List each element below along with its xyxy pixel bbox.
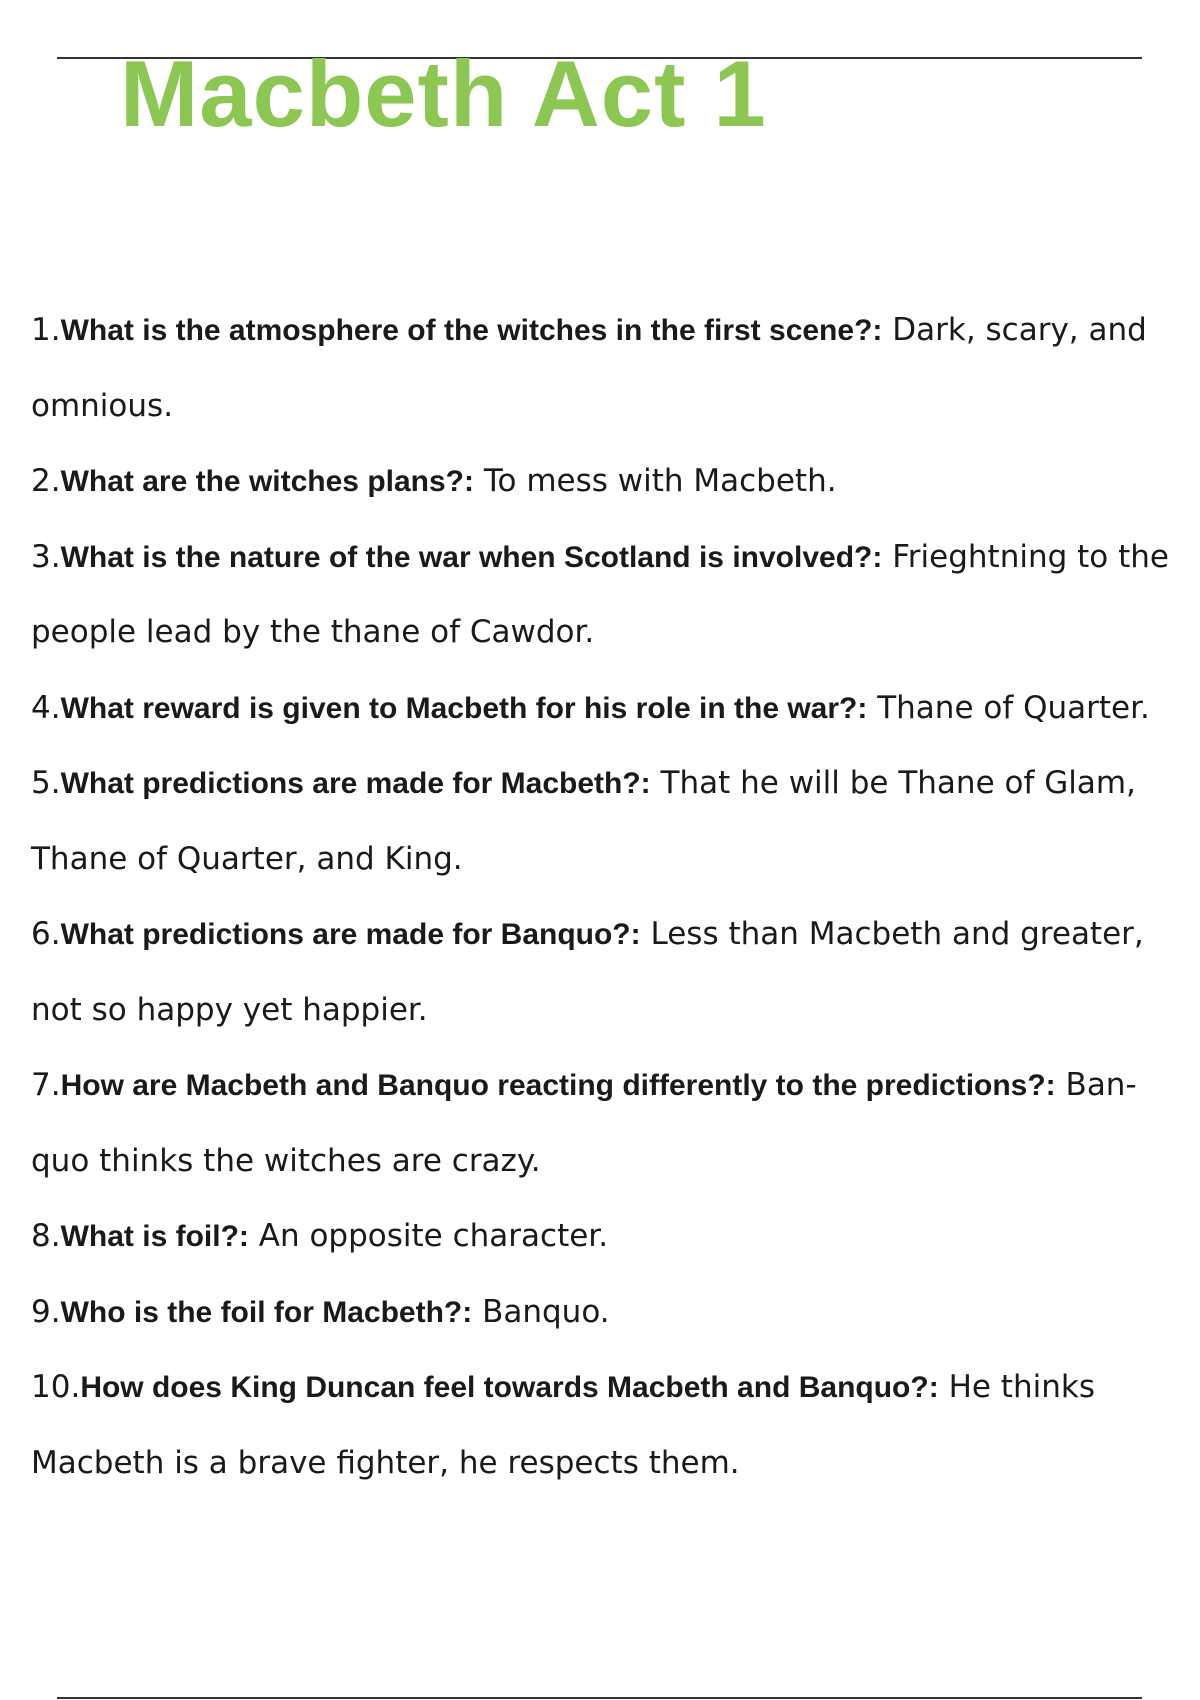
item-number: 8.	[31, 1218, 61, 1254]
list-item	[31, 1350, 1191, 1501]
item-question: What is the atmosphere of the witches in the first scene?:	[60, 314, 883, 347]
item-question: How are Macbeth and Banquo reacting differently to the predictions?:	[60, 1069, 1056, 1102]
item-number: 6.	[31, 916, 61, 952]
list-item	[31, 1275, 1191, 1351]
item-answer: An opposite character.	[258, 1218, 609, 1254]
list-item	[31, 671, 1191, 747]
item-question: How does King Duncan feel towards Macbeth and Banquo?:	[80, 1371, 939, 1404]
item-answer: Ban- quo thinks the witches are crazy.	[31, 1067, 1137, 1179]
item-question: What are the witches plans?:	[60, 465, 474, 498]
list-item	[31, 746, 1191, 897]
item-question: What is foil?:	[60, 1220, 249, 1253]
item-answer: Dark, scary, and omnious.	[31, 312, 1147, 424]
item-answer: Less than Macbeth and greater, not so happy yet happier.	[31, 916, 1144, 1028]
item-question: What is the nature of the war when Scotland is involved?:	[60, 540, 883, 574]
item-question: What predictions are made for Macbeth?:	[60, 767, 651, 800]
item-number: 4.	[31, 689, 61, 726]
item-question: What predictions are made for Banquo?:	[60, 918, 641, 951]
item-number: 7.	[31, 1067, 61, 1103]
list-item	[31, 897, 1191, 1048]
item-answer: To mess with Macbeth.	[483, 463, 837, 499]
item-number: 10.	[31, 1369, 81, 1405]
page-title: Macbeth Act 1	[120, 41, 767, 146]
list-item	[31, 444, 1191, 520]
list-item	[31, 1199, 1191, 1275]
item-number: 3.	[31, 538, 61, 575]
list-item	[31, 1048, 1191, 1199]
item-number: 2.	[31, 463, 61, 499]
item-answer: Thane of Quarter.	[877, 689, 1150, 726]
item-number: 1.	[31, 312, 61, 348]
item-number: 9.	[31, 1293, 61, 1330]
item-answer: Frieghtning to the people lead by the thane of Cawdor.	[31, 538, 1169, 650]
list-item	[31, 293, 1191, 444]
list-item	[31, 520, 1191, 671]
item-answer: That he will be Thane of Glam, Thane of Quarter, and King.	[31, 765, 1136, 877]
item-answer: He thinks Macbeth is a brave fighter, he respects them.	[31, 1369, 1095, 1481]
question-list	[31, 293, 1191, 1501]
item-question: What reward is given to Macbeth for his role in the war?:	[60, 691, 868, 725]
item-question: Who is the foil for Macbeth?:	[60, 1295, 473, 1329]
item-answer: Banquo.	[482, 1293, 610, 1330]
bottom-rule	[57, 1697, 1142, 1699]
item-number: 5.	[31, 765, 61, 801]
